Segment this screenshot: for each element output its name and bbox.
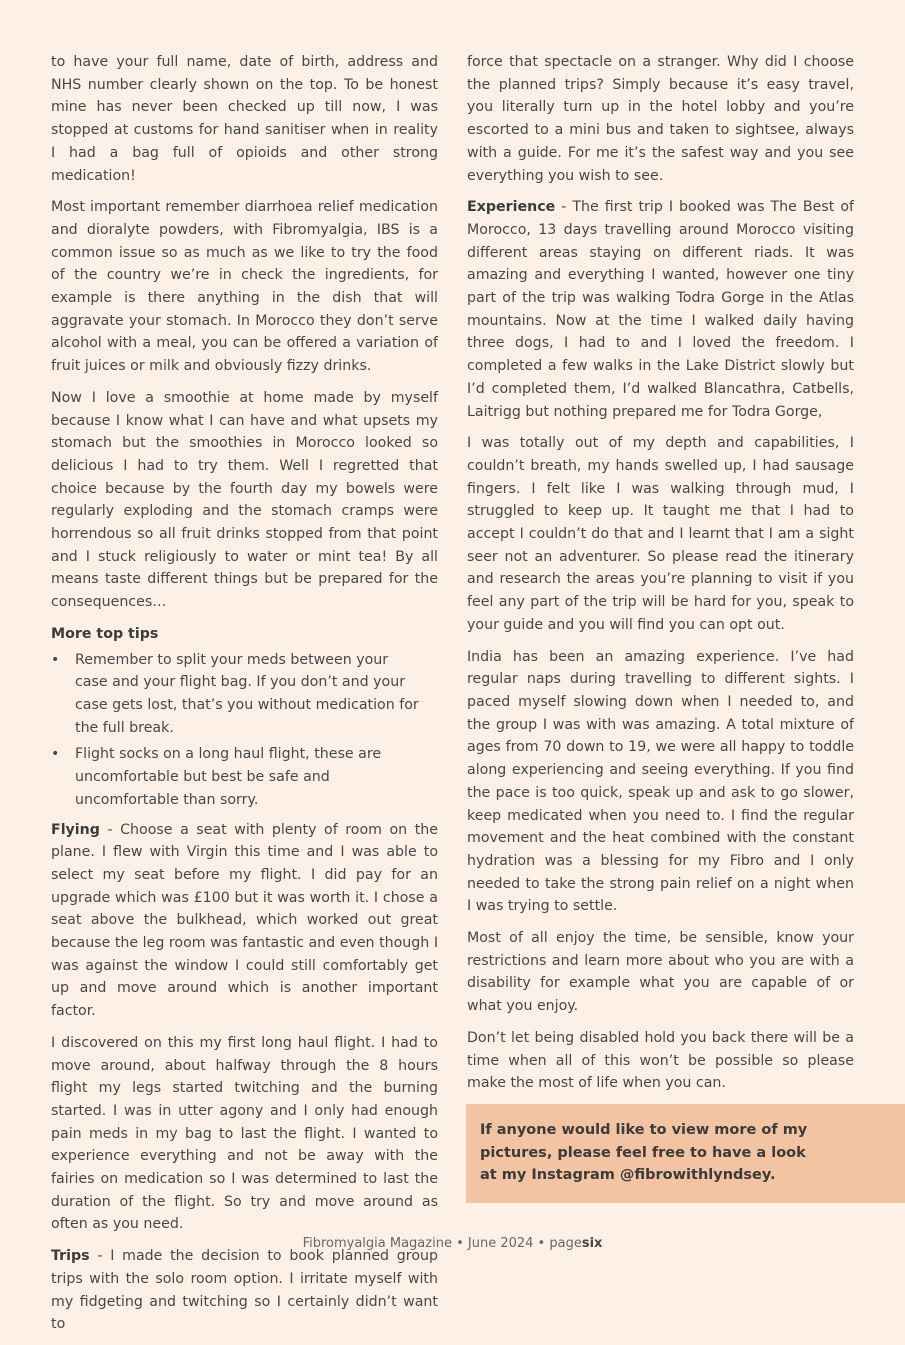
list-item bbox=[51, 743, 438, 811]
right-column bbox=[467, 51, 854, 1104]
paragraph-medication: Most important remember diarrhoea relief medication and dioralyte powders, with Fibromyalgia, IBS is a common issue so as much as we like to try the food of the country we’re in check the ingredients, for example is there anything in the dish that will aggravate your stomach. In Morocco they don’t serve alcohol with a meal, you can be offered a variation of fruit juices or milk and obviously fizzy drinks. bbox=[51, 199, 438, 375]
instagram-callout bbox=[466, 1104, 905, 1203]
experience-text: - The first trip I booked was The Best of Morocco, 13 days travelling around Morocco visiting different areas staying on different riads. It was amazing and everything I wanted, however one tiny part of the trip was walking Todra Gorge in the Atlas mountains. Now at the time I walked daily having three dogs, I had to and I loved the freedom. I completed a few walks in the Lake District slowly but I’d completed them, I’d walked Blancathra, Catbells, Laitrigg but nothing prepared me for Todra Gorge, bbox=[467, 199, 854, 420]
experience-label: Experience bbox=[467, 199, 556, 216]
publication-name: Fibromyalgia Magazine bbox=[302, 1236, 452, 1251]
tips-list bbox=[51, 649, 438, 812]
trips-label: Trips bbox=[51, 1248, 90, 1265]
paragraph-experience bbox=[467, 196, 854, 423]
paragraph-todra-gorge: I was totally out of my depth and capabilities, I couldn’t breath, my hands swelled up, I had sausage fingers. I felt like I was walking through mud, I struggled to keep up. It taught me that I had to accept I couldn’t do that and I learnt that I am a sight seer not an adventurer. So please read the itinerary and research the areas you’re planning to visit if you feel any part of the trip will be hard for you, speak to your guide and you will find you can opt out. bbox=[467, 435, 854, 633]
list-item bbox=[51, 649, 438, 740]
flying-label: Flying bbox=[51, 821, 100, 838]
trips-text: - I made the decision to book planned group trips with the solo room option. I irritate myself with my fidgeting and twitching so I certainly didn’t want to bbox=[51, 1248, 438, 1333]
paragraph-smoothie: Now I love a smoothie at home made by myself because I know what I can have and what upsets my stomach but the smoothies in Morocco looked so delicious I had to try them. Well I regretted that choice because by the fourth day my bowels were regularly exploding and the stomach cramps were horrendous so all fruit drinks stopped from that point and I stuck religiously to water or mint tea! By all means taste different things but be prepared for the consequences… bbox=[51, 389, 438, 611]
paragraph-dont-hold-back: Don’t let being disabled hold you back there will be a time when all of this won’t be possible so please make the most of life when you can. bbox=[467, 1029, 854, 1092]
paragraph-long-haul: I discovered on this my first long haul flight. I had to move around, about halfway through the 8 hours flight my legs started twitching and the burning started. I was in utter agony and I only had enough pain meds in my bag to last the flight. I wanted to experience everything and not be away with the fairies on medication so I was determined to last the duration of the flight. So try and move around as often as you need. bbox=[51, 1034, 438, 1233]
footer-separator: • bbox=[451, 1236, 468, 1251]
footer-separator: • bbox=[533, 1236, 550, 1251]
flying-text: - Choose a seat with plenty of room on the plane. I flew with Virgin this time and I was able to select my seat before my flight. I did pay for an upgrade which was £100 but it was worth it. I chose a seat above the bulkhead, which worked out great because the leg room was fantastic and even though I was against the window I could still comfortably get up and move around which is another important factor. bbox=[51, 821, 438, 1020]
page-prefix: page bbox=[549, 1236, 582, 1251]
tip-text: Remember to split your meds between your case and your flight bag. If you don’t and your case gets lost, that’s you without medication for the full break. bbox=[75, 651, 419, 736]
page-number: six bbox=[581, 1236, 603, 1251]
tip-text: Flight socks on a long haul flight, these are uncomfortable but best be safe and uncomfortable than sorry. bbox=[75, 746, 382, 808]
paragraph-trips bbox=[51, 1245, 438, 1336]
left-column bbox=[51, 51, 438, 1345]
paragraph-planned-trips: force that spectacle on a stranger. Why did I choose the planned trips? Simply because it’s easy travel, you literally turn up in the hotel lobby and you’re escorted to a mini bus and taken to sightsee, always with a guide. For me it’s the safest way and you see everything you wish to see. bbox=[467, 54, 854, 184]
bullet-icon: • bbox=[51, 746, 60, 763]
callout-text: If anyone would like to view more of my pictures, please feel free to have a look at my Instagram @fibrowithlyndsey. bbox=[480, 1122, 808, 1183]
page-footer bbox=[0, 1236, 905, 1251]
paragraph-india: India has been an amazing experience. I’ve had regular naps during travelling to different sights. I paced myself slowing down when I needed to, and the group I was with was amazing. A total mixture of ages from 70 down to 19, we were all happy to toddle along experiencing and seeing everything. If you find the pace is too quick, speak up and ask to go slower, keep medicated when you need to. I find the regular movement and the heat combined with the constant hydration was a blessing for my Fibro and I only needed to take the strong pain relief on a night when I was trying to settle. bbox=[467, 648, 854, 915]
paragraph-id-card: to have your full name, date of birth, address and NHS number clearly shown on the top. To be honest mine has never been checked up till now, I was stopped at customs for hand sanitiser when in reality I had a bag full of opioids and other strong medication! bbox=[51, 54, 438, 184]
tips-heading: More top tips bbox=[51, 625, 159, 642]
issue-date: June 2024 bbox=[467, 1236, 534, 1251]
bullet-icon: • bbox=[51, 651, 60, 668]
paragraph-flying bbox=[51, 819, 438, 1023]
paragraph-enjoy: Most of all enjoy the time, be sensible, know your restrictions and learn more about who you are with a disability for example what you are capable of or what you enjoy. bbox=[467, 930, 854, 1015]
